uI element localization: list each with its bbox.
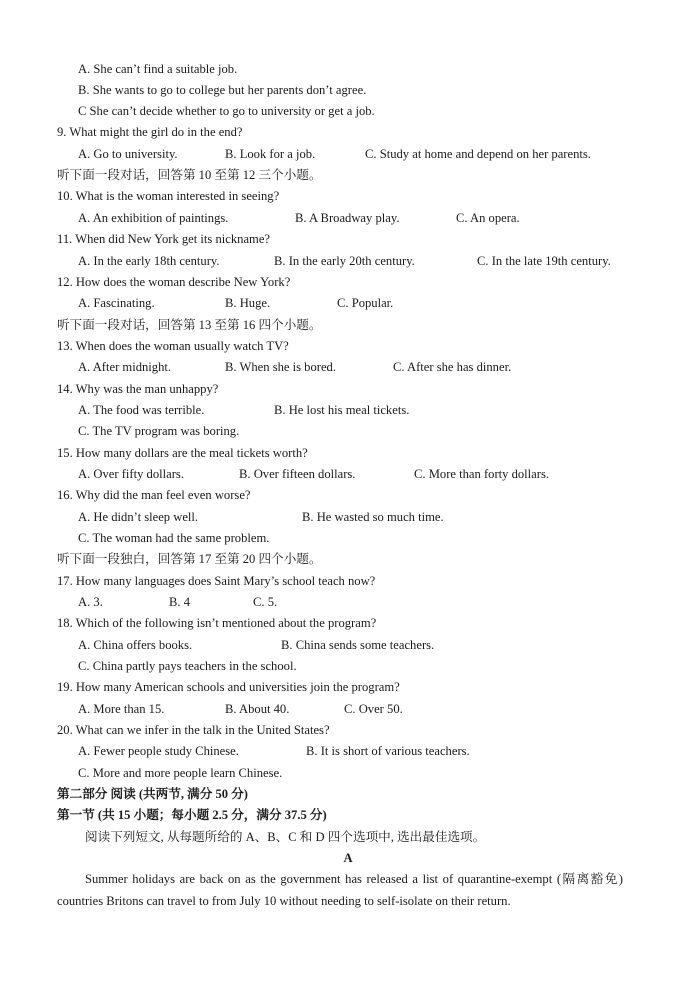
q17-option-a: A. 3. [78, 595, 103, 609]
q18-stem: 18. Which of the following isn’t mentioned about the program? [57, 616, 377, 630]
q15-option-c: C. More than forty dollars. [414, 467, 550, 481]
q18-option-b: B. China sends some teachers. [281, 638, 435, 652]
question-9-options-row [0, 144, 696, 164]
question-13-stem-row [0, 336, 696, 356]
q20-option-a: A. Fewer people study Chinese. [78, 744, 239, 758]
q19-option-b: B. About 40. [225, 702, 290, 716]
instruction-17-20: 听下面一段独白，回答第 17 至第 20 四个小题。 [57, 552, 322, 566]
question-11-stem-row [0, 229, 696, 249]
q15-option-b: B. Over fifteen dollars. [239, 467, 356, 481]
question-16-options-row-1 [0, 507, 696, 527]
q20-option-b: B. It is short of various teachers. [306, 744, 470, 758]
reading-instruction-row [0, 827, 696, 847]
q8-option-a: A. She can’t find a suitable job. [78, 62, 238, 76]
question-10-options-row [0, 208, 696, 228]
q12-option-a: A. Fascinating. [78, 296, 155, 310]
q20-stem: 20. What can we infer in the talk in the United States? [57, 723, 330, 737]
question-19-options-row [0, 699, 696, 719]
q16-option-c: C. The woman had the same problem. [78, 531, 270, 545]
question-18-stem-row [0, 613, 696, 633]
q14-option-b: B. He lost his meal tickets. [274, 403, 410, 417]
instruction-10-12: 听下面一段对话，回答第 10 至第 12 三个小题。 [57, 168, 322, 182]
question-18-options-row-2 [0, 656, 696, 676]
instruction-row-17-20 [0, 549, 696, 569]
q13-stem: 13. When does the woman usually watch TV? [57, 339, 289, 353]
question-13-options-row [0, 357, 696, 377]
instruction-13-16: 听下面一段对话，回答第 13 至第 16 四个小题。 [57, 318, 322, 332]
q14-option-c: C. The TV program was boring. [78, 424, 240, 438]
question-12-stem-row [0, 272, 696, 292]
q20-option-c: C. More and more people learn Chinese. [78, 766, 283, 780]
q10-option-a: A. An exhibition of paintings. [78, 211, 229, 225]
instruction-row-13-16 [0, 315, 696, 335]
q18-option-c: C. China partly pays teachers in the school. [78, 659, 297, 673]
part-2-heading-row [0, 784, 696, 804]
passage-a-paragraph: Summer holidays are back on as the government has released a list of quarantine-exempt (隔离豁免) countries Britons can travel to from July 10 without needing to self-isolate on their return. [57, 872, 623, 908]
q13-option-c: C. After she has dinner. [393, 360, 512, 374]
question-10-stem-row [0, 186, 696, 206]
q16-stem: 16. Why did the man feel even worse? [57, 488, 251, 502]
question-17-options-row [0, 592, 696, 612]
section-1-heading: 第一节 (共 15 小题；每小题 2.5 分，满分 37.5 分) [57, 808, 327, 822]
q11-option-a: A. In the early 18th century. [78, 254, 220, 268]
question-9-stem-row [0, 122, 696, 142]
question-15-options-row [0, 464, 696, 484]
question-8-options-row-3 [0, 101, 696, 121]
question-14-options-row-2 [0, 421, 696, 441]
q8-option-b: B. She wants to go to college but her parents don’t agree. [78, 83, 367, 97]
question-11-options-row [0, 251, 696, 271]
q18-option-a: A. China offers books. [78, 638, 193, 652]
q19-option-c: C. Over 50. [344, 702, 403, 716]
q19-stem: 19. How many American schools and universities join the program? [57, 680, 400, 694]
question-20-options-row-2 [0, 763, 696, 783]
q15-stem: 15. How many dollars are the meal tickets worth? [57, 446, 308, 460]
question-15-stem-row [0, 443, 696, 463]
question-14-options-row-1 [0, 400, 696, 420]
q17-stem: 17. How many languages does Saint Mary’s school teach now? [57, 574, 376, 588]
q9-option-a: A. Go to university. [78, 147, 178, 161]
q10-option-c: C. An opera. [456, 211, 520, 225]
reading-instruction: 阅读下列短文, 从每题所给的 A、B、C 和 D 四个选项中, 选出最佳选项。 [85, 830, 486, 844]
passage-label: A [343, 851, 353, 865]
question-18-options-row-1 [0, 635, 696, 655]
q17-option-b: B. 4 [169, 595, 190, 609]
question-20-options-row-1 [0, 741, 696, 761]
q17-option-c: C. 5. [253, 595, 278, 609]
question-8-options-row-1 [0, 59, 696, 79]
q12-option-c: C. Popular. [337, 296, 394, 310]
q13-option-a: A. After midnight. [78, 360, 172, 374]
q16-option-b: B. He wasted so much time. [302, 510, 444, 524]
q11-option-c: C. In the late 19th century. [477, 254, 611, 268]
question-19-stem-row [0, 677, 696, 697]
q19-option-a: A. More than 15. [78, 702, 165, 716]
question-16-stem-row [0, 485, 696, 505]
section-1-heading-row [0, 805, 696, 825]
q11-stem: 11. When did New York get its nickname? [57, 232, 271, 246]
q9-stem: 9. What might the girl do in the end? [57, 125, 243, 139]
q16-option-a: A. He didn’t sleep well. [78, 510, 199, 524]
question-12-options-row [0, 293, 696, 313]
q13-option-b: B. When she is bored. [225, 360, 336, 374]
question-8-options-row-2 [0, 80, 696, 100]
q9-option-c: C. Study at home and depend on her parents. [365, 147, 591, 161]
q10-stem: 10. What is the woman interested in seeing? [57, 189, 280, 203]
part-2-heading: 第二部分 阅读 (共两节, 满分 50 分) [57, 787, 248, 801]
question-16-options-row-2 [0, 528, 696, 548]
q15-option-a: A. Over fifty dollars. [78, 467, 184, 481]
q8-option-c: C She can’t decide whether to go to university or get a job. [78, 104, 375, 118]
q14-stem: 14. Why was the man unhappy? [57, 382, 219, 396]
q10-option-b: B. A Broadway play. [295, 211, 400, 225]
q12-option-b: B. Huge. [225, 296, 271, 310]
question-20-stem-row [0, 720, 696, 740]
q14-option-a: A. The food was terrible. [78, 403, 205, 417]
instruction-row-10-12 [0, 165, 696, 185]
q11-option-b: B. In the early 20th century. [274, 254, 415, 268]
question-14-stem-row [0, 379, 696, 399]
q12-stem: 12. How does the woman describe New York? [57, 275, 291, 289]
q9-option-b: B. Look for a job. [225, 147, 316, 161]
question-17-stem-row [0, 571, 696, 591]
